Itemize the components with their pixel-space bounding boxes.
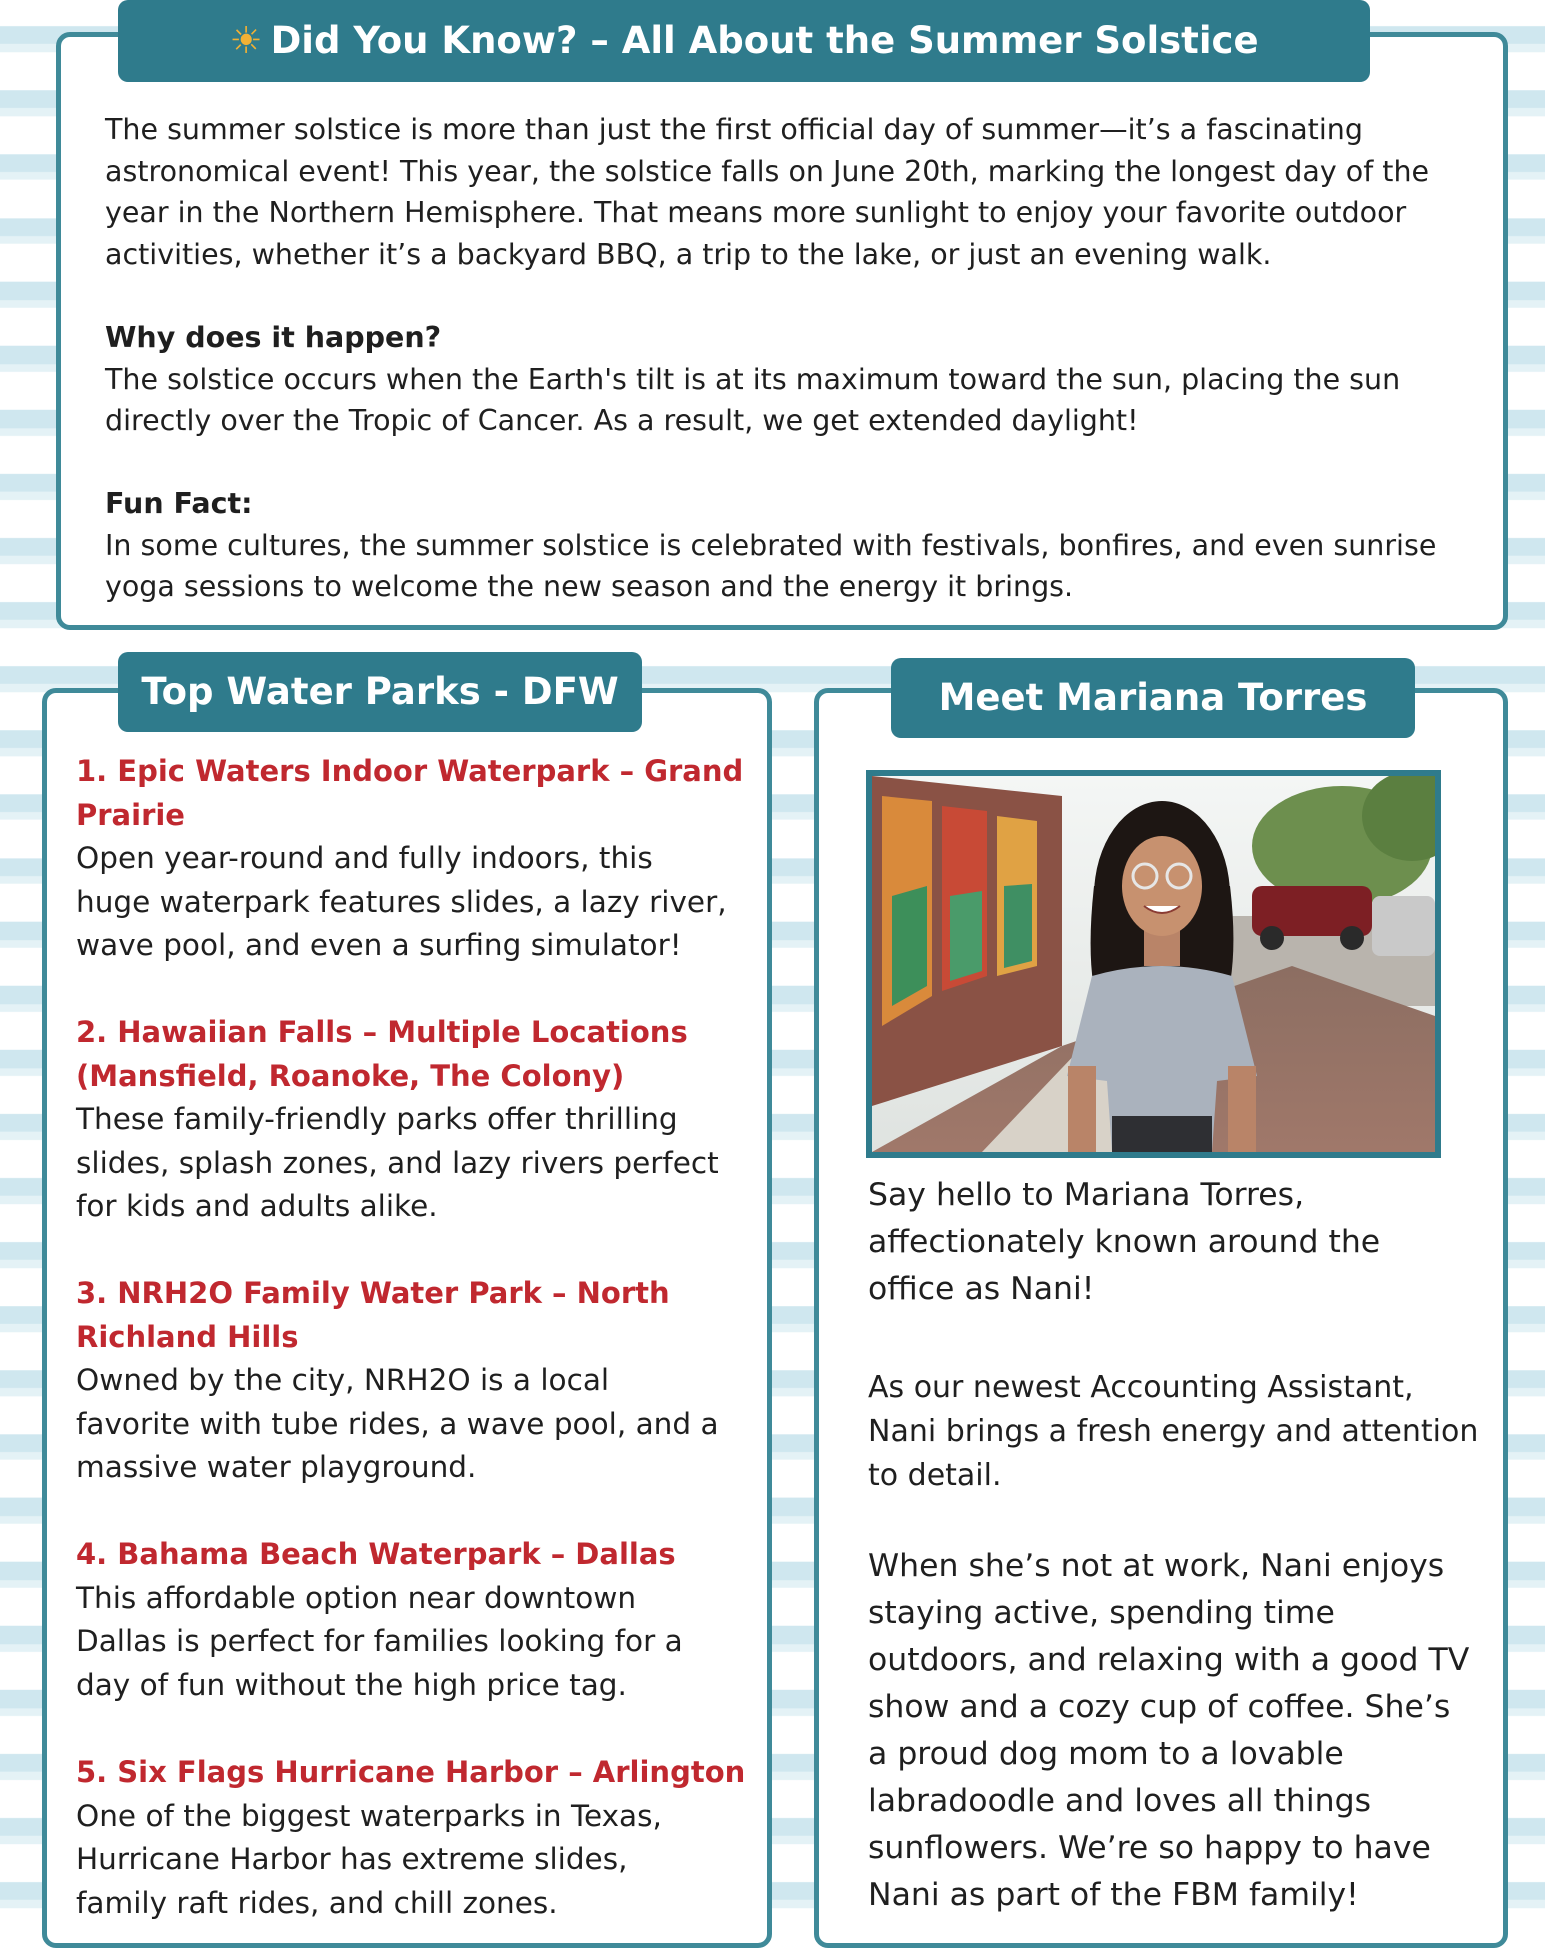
solstice-why (105, 317, 1475, 442)
bio-line: Say hello to Mariana Torres, (868, 1177, 1305, 1213)
text-line: directly over the Tropic of Cancer. As a result, we get extended daylight! (105, 404, 1139, 437)
park-description: slides, splash zones, and lazy rivers perfect (76, 1145, 719, 1180)
park-title: 1. Epic Waters Indoor Waterpark – Grand (76, 754, 744, 788)
bio-hobbies (868, 1543, 1508, 1919)
park-title: Richland Hills (76, 1319, 299, 1354)
solstice-header (118, 0, 1370, 82)
water-parks-title: Top Water Parks - DFW (141, 670, 619, 713)
park-description: family raft rides, and chill zones. (76, 1885, 558, 1920)
bio-line: staying active, spending time (868, 1595, 1335, 1631)
text-line: The solstice occurs when the Earth's tilt is at its maximum toward the sun, placing the sun (105, 362, 1401, 396)
fun-fact-heading: Fun Fact: (105, 487, 253, 520)
park-title: Prairie (76, 797, 185, 832)
text-line: astronomical event! This year, the solstice falls on June 20th, marking the longest day of the (105, 154, 1430, 188)
park-item (76, 1272, 756, 1490)
bio-role (868, 1366, 1508, 1498)
bio-line: a proud dog mom to a lovable (868, 1736, 1344, 1772)
bio-line: to detail. (868, 1458, 1002, 1493)
park-description: day of fun without the high price tag. (76, 1667, 627, 1702)
bio-line: Nani brings a fresh energy and attention (868, 1414, 1479, 1449)
solstice-title: Did You Know? – All About the Summer Solstice (270, 19, 1259, 62)
bio-intro (868, 1172, 1508, 1313)
bio-line: affectionately known around the (868, 1224, 1381, 1260)
park-description: favorite with tube rides, a wave pool, and a (76, 1406, 719, 1441)
text-line: The summer solstice is more than just the first official day of summer—it’s a fascinating (105, 113, 1363, 146)
park-description: Open year-round and fully indoors, this (76, 841, 653, 875)
park-description: wave pool, and even a surfing simulator! (76, 928, 682, 962)
solstice-fun-fact (105, 483, 1475, 608)
bio-line: show and a cozy cup of coffee. She’s (868, 1689, 1451, 1725)
text-line: activities, whether it’s a backyard BBQ, a trip to the lake, or just an evening walk. (105, 237, 1272, 271)
portrait-photo-illustration (872, 776, 1435, 1152)
park-description: One of the biggest waterparks in Texas, (76, 1798, 662, 1833)
bio-line: sunflowers. We’re so happy to have (868, 1830, 1431, 1866)
park-item (76, 1751, 756, 1925)
park-description: This affordable option near downtown (76, 1580, 637, 1615)
park-title: 3. NRH2O Family Water Park – North (76, 1276, 670, 1310)
park-description: Dallas is perfect for families looking for a (76, 1624, 683, 1658)
text-line: year in the Northern Hemisphere. That means more sunlight to enjoy your favorite outdoor (105, 196, 1407, 229)
meet-mariana-title: Meet Mariana Torres (938, 676, 1368, 719)
park-item (76, 1011, 756, 1229)
park-title: 2. Hawaiian Falls – Multiple Locations (76, 1015, 688, 1049)
bio-line: When she’s not at work, Nani enjoys (868, 1548, 1445, 1584)
water-parks-header (118, 652, 642, 732)
park-description: for kids and adults alike. (76, 1189, 438, 1223)
bio-line: outdoors, and relaxing with a good TV (868, 1642, 1470, 1678)
sun-icon: ☀ (229, 19, 263, 62)
park-description: huge waterpark features slides, a lazy river, (76, 884, 727, 919)
park-description: These family-friendly parks offer thrilling (76, 1102, 678, 1136)
why-heading: Why does it happen? (105, 321, 442, 354)
text-line: yoga sessions to welcome the new season and the energy it brings. (105, 570, 1074, 603)
text-line: In some cultures, the summer solstice is celebrated with festivals, bonfires, and even sunrise (105, 528, 1437, 562)
bio-line: Nani as part of the FBM family! (868, 1877, 1359, 1913)
bio-line: labradoodle and loves all things (868, 1783, 1371, 1819)
park-description: massive water playground. (76, 1450, 477, 1484)
park-title: 5. Six Flags Hurricane Harbor – Arlington (76, 1755, 746, 1789)
portrait-photo (866, 770, 1441, 1158)
park-description: Owned by the city, NRH2O is a local (76, 1363, 610, 1397)
park-title: (Mansfield, Roanoke, The Colony) (76, 1058, 625, 1093)
bio-line: office as Nani! (868, 1271, 1095, 1307)
solstice-intro (105, 109, 1475, 275)
park-description: Hurricane Harbor has extreme slides, (76, 1842, 628, 1876)
park-item (76, 1533, 756, 1707)
park-item (76, 750, 756, 968)
park-title: 4. Bahama Beach Waterpark – Dallas (76, 1537, 676, 1571)
bio-line: As our newest Accounting Assistant, (868, 1370, 1414, 1405)
solstice-card (56, 32, 1508, 630)
meet-mariana-header (891, 658, 1415, 738)
